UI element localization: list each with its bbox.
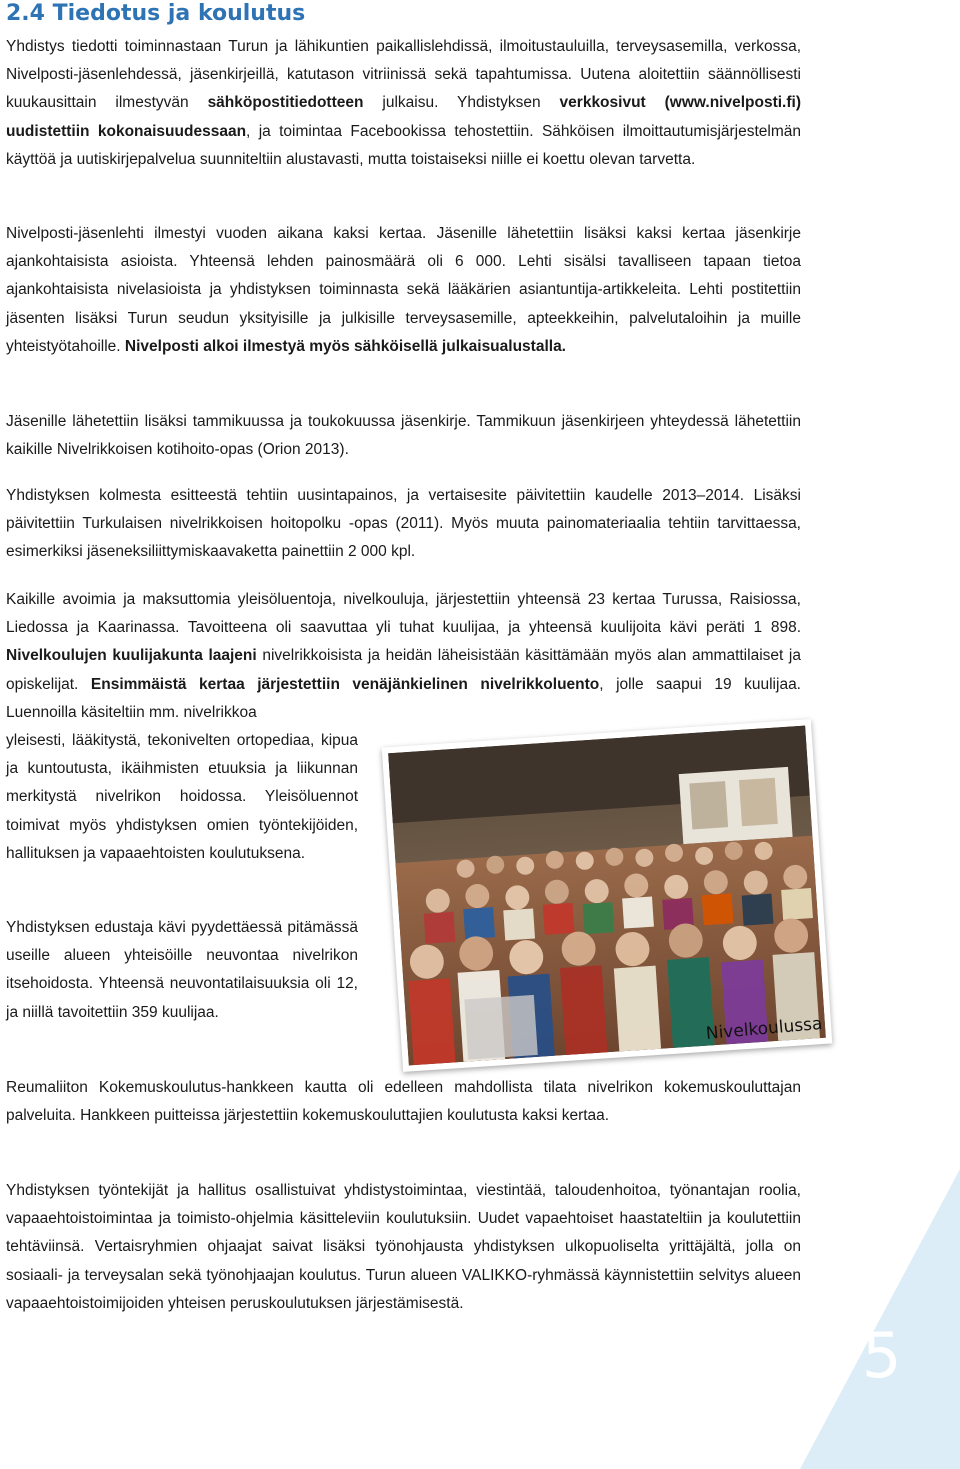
paragraph-member-magazine (6, 220, 801, 361)
text-run: nivelrikkoisista ja heidän läheisistään käsittämään myös alan ammattilaiset ja opiskelijat. (6, 647, 802, 693)
bold-text-run: sähköpostitiedotteen (207, 94, 364, 112)
paragraph-member-letters (6, 408, 801, 464)
photo-caption: Nivelkoulussa (705, 1013, 824, 1044)
bold-text-run: Nivelposti alkoi ilmestyä myös sähköisellä julkaisualustalla. (124, 337, 566, 355)
paragraph-public-lectures (6, 586, 801, 727)
text-run: , jolle saapui 19 kuulijaa. Luennoilla käsiteltiin mm. nivelrikkoa (6, 675, 801, 721)
paragraph-staff-training (6, 1177, 801, 1318)
paragraph-experience-training (6, 1074, 801, 1130)
bold-text-run: verkkosivut (www.nivelposti.fi) uudistettiin kokonaisuudessaan (6, 94, 801, 140)
text-run: Kaikille avoimia ja maksuttomia yleisöluentoja, nivelkouluja, järjestettiin yhteensä 23 kertaa Turussa, Raisiossa, Liedossa ja Kaarinassa. Tavoitteena oli saavuttaa yli tuhat kuulijaa, ja yhteensä kuulijoita kävi peräti 1 898. (6, 591, 801, 637)
page-number: 5 (862, 1319, 902, 1392)
paragraph-counselling (6, 914, 358, 1027)
text-run: Nivelposti-jäsenlehti ilmestyi vuoden aikana kaksi kertaa. Jäsenille lähetettiin lisäksi kaksi kertaa jäsenkirje ajankohtaisista asioista. Yhteensä lehden painosmäärä oli 6 000. Lehti sisälsi tavalliseen tapaan tietoa ajankohtaisista nivelasioista ja yhdistyksen toiminnasta sekä lääkärien asiantuntija-artikkeleita. Lehti postitettiin jäsenten lisäksi Turun seudun yksityisille ja julkisille terveysasemille, apteekkeihin, palvelutaloihin ja muille yhteistyötahoille. (6, 225, 801, 355)
text-run: Yhdistys tiedotti toiminnastaan Turun ja lähikuntien paikallislehdissä, ilmoitustauluilla, terveysasemilla, verkossa, Nivelposti-jäsenlehdessä, jäsenkirjeillä, katutason vitriinissä sekä tapahtumissa. Uutena aloitettiin säännöllisesti kuukausittain ilmestyvän (6, 38, 801, 112)
section-title: 2.4 Tiedotus ja koulutus (6, 1, 306, 26)
text-run: julkaisu. Yhdistyksen (363, 94, 560, 112)
text-run: Jäsenille lähetettiin lisäksi tammikuussa ja toukokuussa jäsenkirje. Tammikuun jäsenkirjeen yhteydessä lähetettiin kaikille Nivelrikkoisen kotihoito-opas (Orion 2013). (6, 413, 801, 459)
text-run: yleisesti, lääkitystä, tekonivelten ortopediaa, kipua ja kuntoutusta, ikäihmisten etuuksia ja liikunnan merkitystä nivelrikon hoidossa. Yleisöluennot toimivat myös yhdistyksen omien työntekijöiden, hallituksen ja vapaaehtoisten koulutuksena. (6, 732, 358, 862)
text-run: Reumaliiton Kokemuskoulutus-hankkeen kautta oli edelleen mahdollista tilata nivelrikon kokemuskouluttajan palveluita. Hankkeen puitteissa järjestettiin kokemuskouluttajien koulutusta kaksi kertaa. (6, 1079, 801, 1125)
text-run: Yhdistyksen edustaja kävi pyydettäessä pitämässä useille alueen yhteisöille neuvontaa nivelrikon itsehoidosta. Yhteensä neuvontatilaisuuksia oli 12, ja niillä tavoitettiin 359 kuulijaa. (6, 919, 358, 1021)
text-run: , ja toimintaa Facebookissa tehostettiin. Sähköisen ilmoittautumisjärjestelmän käyttöä ja uutiskirjepalvelua suunniteltiin alustavasti, mutta toistaiseksi niille ei koettu olevan tarvetta. (6, 122, 802, 168)
paragraph-brochures (6, 482, 801, 567)
bold-text-run: Ensimmäistä kertaa järjestettiin venäjänkielinen nivelrikkoluento (90, 675, 600, 693)
paragraph-communication (6, 33, 801, 174)
text-run: Yhdistyksen työntekijät ja hallitus osallistuivat yhdistystoimintaa, viestintää, taloudenhoitoa, työnantajan roolia, vapaaehtoistoimintaa ja toimisto-ohjelmia käsitteleviin koulutuksiin. Uudet vapaehtoiset haastateltiin ja koulutettiin tehtäviinsä. Vertaisryhmien ohjaajat saivat lisäksi työnohjausta yhdistyksen ulkopuoliselta yrittäjältä, jolla on sosiaali- ja terveysalan sekä työnohjaajan koulutus. Turun alueen VALIKKO-ryhmässä käynnistettiin selvitys alueen vapaaehtoistoimijoiden yhteisen peruskoulutuksen järjestämisestä. (6, 1182, 801, 1312)
bold-text-run: Nivelkoulujen kuulijakunta laajeni (6, 647, 257, 665)
text-run: Yhdistyksen kolmesta esitteestä tehtiin uusintapainos, ja vertaisesite päivitettiin kaudelle 2013–2014. Lisäksi päivitettiin Turkulaisen nivelrikkoisen hoitopolku -opas (2011). Myös muuta painomateriaalia tehtiin tarvittaessa, esimerkiksi jäseneksiliittymiskaavaketta painettiin 2 000 kpl. (6, 487, 801, 561)
audience-image (388, 725, 826, 1065)
paragraph-lecture-topics (6, 727, 358, 868)
